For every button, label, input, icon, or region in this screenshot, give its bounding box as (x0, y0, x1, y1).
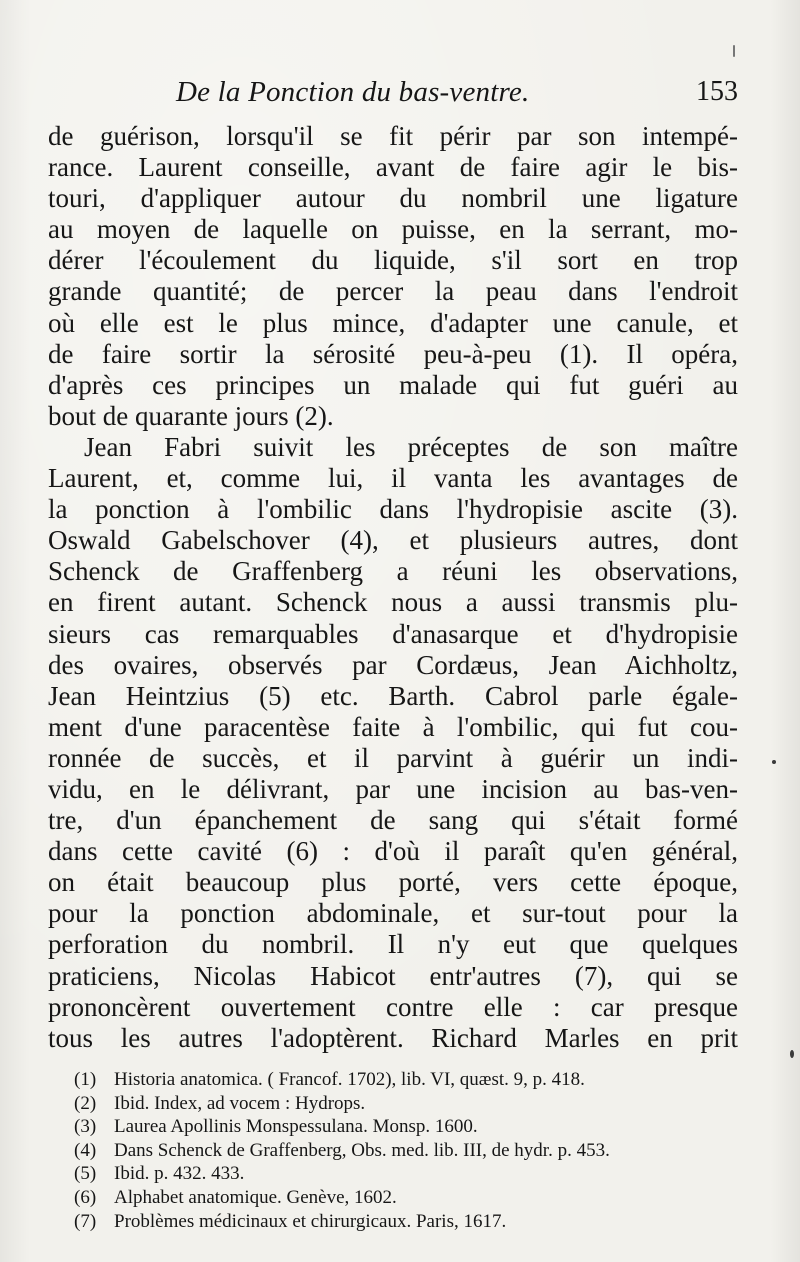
footnote-mark: (1) (74, 1069, 97, 1090)
text-line: Oswald Gabelschover (4), et plusieurs autres, dont (48, 525, 738, 556)
footnote-mark: (4) (74, 1139, 97, 1161)
text-line: vidu, en le délivrant, par une incision au bas-ven- (48, 773, 738, 804)
footnote-text: Ibid. p. 432. 433. (114, 1163, 245, 1185)
footnote-mark: (6) (74, 1186, 97, 1208)
footnote (74, 1186, 754, 1210)
text-line: Jean Heintzius (5) etc. Barth. Cabrol parle égale- (48, 680, 738, 711)
text-line: pour la ponction abdominale, et sur-tout pour la (48, 898, 738, 929)
text-line: d'après ces principes un malade qui fut guéri au (48, 369, 738, 400)
text-line: Schenck de Graffenberg a réuni les observations, (48, 556, 738, 587)
footnote (74, 1139, 754, 1163)
footnotes (74, 1068, 754, 1233)
text-line: dans cette cavité (6) : d'où il paraît qu'en général, (48, 836, 738, 867)
text-line: des ovaires, observés par Cordæus, Jean Aichholtz, (48, 649, 738, 680)
footnote-text: Dans Schenck de Graffenberg, Obs. med. lib. III, de hydr. p. 453. (114, 1139, 610, 1161)
text-line: en firent autant. Schenck nous a aussi transmis plu- (48, 587, 738, 618)
page-number: 153 (696, 76, 738, 107)
footnote-mark: (7) (74, 1210, 97, 1232)
text-line: touri, d'appliquer autour du nombril une ligature (48, 183, 738, 214)
text-line: on était beaucoup plus porté, vers cette époque, (48, 867, 738, 898)
running-title: De la Ponction du bas-ventre. (176, 76, 530, 108)
text-line: ment d'une paracentèse faite à l'ombilic, qui fut cou- (48, 711, 738, 742)
text-line: ronnée de succès, et il parvint à guérir un indi- (48, 742, 738, 773)
text-line: où elle est le plus mince, d'adapter une canule, et (48, 307, 738, 338)
text-line: prononcèrent ouvertement contre elle : car presque (48, 991, 738, 1022)
text-line: dérer l'écoulement du liquide, s'il sort en trop (48, 245, 738, 276)
footnote-mark: (3) (74, 1116, 97, 1138)
text-line: sieurs cas remarquables d'anasarque et d'hydropisie (48, 618, 738, 649)
footnote (74, 1068, 754, 1092)
text-line: Jean Fabri suivit les préceptes de son maître (84, 431, 738, 462)
text-line: praticiens, Nicolas Habicot entr'autres (7), qui se (48, 960, 738, 991)
text-line: au moyen de laquelle on puisse, en la serrant, mo- (48, 214, 738, 245)
text-line: la ponction à l'ombilic dans l'hydropisie ascite (3). (48, 494, 738, 525)
footnote-text: Ibid. Index, ad vocem : Hydrops. (114, 1092, 366, 1114)
page-header (48, 76, 738, 116)
text-line: tous les autres l'adoptèrent. Richard Marles en prit (48, 1022, 738, 1053)
text-line: de guérison, lorsqu'il se fit périr par son intempé- (48, 121, 738, 151)
text-line: rance. Laurent conseille, avant de faire agir le bis- (48, 152, 738, 183)
footnote (74, 1210, 754, 1234)
text-line: bout de quarante jours (2). (48, 400, 334, 431)
ink-speck (790, 1050, 794, 1058)
text-line: perforation du nombril. Il n'y eut que quelques (48, 929, 738, 960)
footnote (74, 1162, 754, 1186)
footnote (74, 1115, 754, 1139)
footnote-mark: (2) (74, 1092, 97, 1114)
ink-speck (733, 45, 735, 57)
footnote-text: Historia anatomica. ( Francof. 1702), lib. VI, quæst. 9, p. 418. (114, 1069, 585, 1090)
ink-speck (772, 760, 776, 764)
text-line: grande quantité; de percer la peau dans l'endroit (48, 276, 738, 307)
text-line: tre, d'un épanchement de sang qui s'était formé (48, 805, 738, 836)
footnote (74, 1092, 754, 1116)
footnote-text: Problèmes médicinaux et chirurgicaux. Paris, 1617. (114, 1210, 507, 1232)
footnote-text: Alphabet anatomique. Genève, 1602. (114, 1186, 397, 1208)
text-line: de faire sortir la sérosité peu-à-peu (1). Il opéra, (48, 338, 738, 369)
footnote-text: Laurea Apollinis Monspessulana. Monsp. 1600. (114, 1116, 478, 1138)
footnote-mark: (5) (74, 1163, 97, 1185)
body-text (48, 121, 738, 1054)
text-line: Laurent, et, comme lui, il vanta les avantages de (48, 463, 738, 494)
